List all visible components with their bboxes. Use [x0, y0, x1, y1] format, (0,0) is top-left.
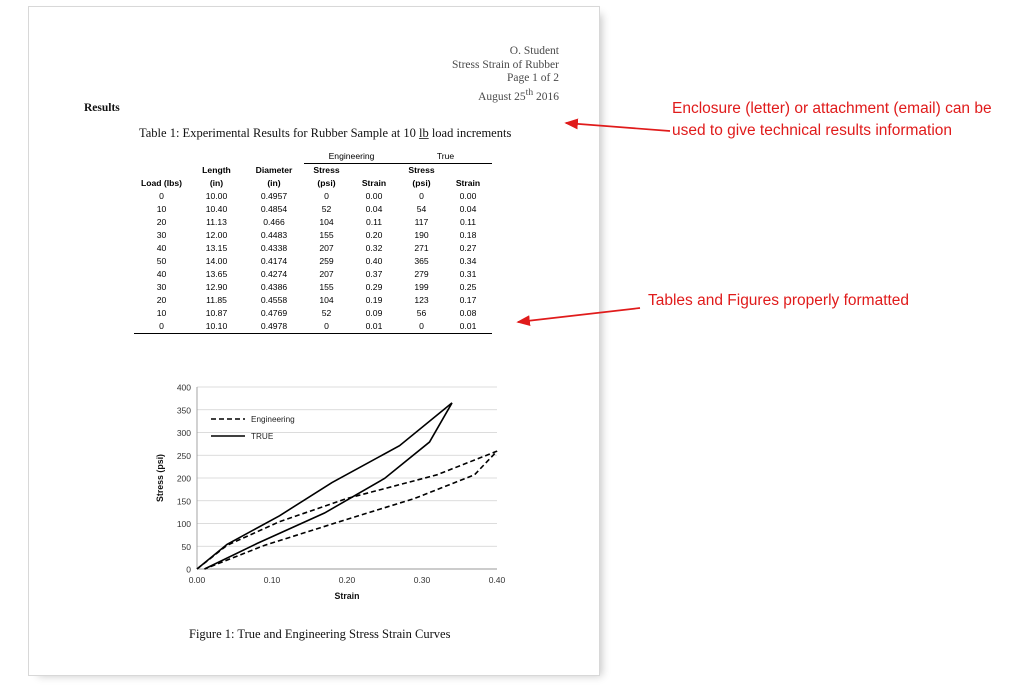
table-cell: 0.4274: [260, 269, 288, 279]
table-caption: Table 1: Experimental Results for Rubber Sample at 10 lb load increments: [139, 126, 512, 140]
table-cell: 20: [156, 295, 167, 305]
table-cell: 0: [419, 191, 424, 201]
table-row: [134, 216, 492, 229]
table-cell: 365: [414, 256, 429, 266]
table-row: [134, 190, 492, 203]
table-cell: 13.15: [205, 243, 228, 253]
table-row: [134, 203, 492, 216]
table-cell: 0.4338: [260, 243, 288, 253]
header-title: Stress Strain of Rubber: [451, 58, 559, 71]
chart-series-true: [197, 403, 452, 569]
chart-y-tick-label: 200: [176, 473, 191, 484]
table-cell: 0.04: [365, 204, 383, 214]
table-cell: 0.37: [365, 269, 383, 279]
table-cell: 0.00: [459, 191, 477, 201]
table-cell: 0.09: [365, 308, 383, 318]
table-cell: 271: [414, 243, 429, 253]
table-cell: 40: [156, 269, 167, 279]
table-cell: 259: [319, 256, 334, 266]
table-group-header-row: [134, 150, 492, 164]
table-cell: 54: [416, 204, 427, 214]
table-cell: 199: [414, 282, 429, 292]
table-cell: 0.4483: [260, 230, 288, 240]
table-cell: 207: [319, 269, 334, 279]
table-cell: 40: [156, 243, 167, 253]
table-row: [134, 255, 492, 268]
chart-x-tick-label: 0.40: [488, 575, 506, 585]
table-row: [134, 242, 492, 255]
document-header: [452, 45, 559, 104]
table-cell: 155: [319, 230, 334, 240]
chart-y-tick-label: 400: [176, 382, 191, 393]
chart-y-tick-label: 100: [176, 519, 191, 529]
table-cell: 123: [414, 295, 429, 305]
table-cell: 0: [324, 191, 329, 201]
figure-caption: Figure 1: True and Engineering Stress Strain Curves: [189, 627, 451, 641]
chart-x-tick-label: 0.10: [263, 575, 281, 585]
table-cell: 0.4854: [260, 204, 288, 214]
chart-x-tick-label: 0.20: [338, 575, 356, 585]
table-cell: 12.00: [205, 230, 228, 240]
table-cell: 0.466: [263, 217, 285, 227]
annotation-note-1: Enclosure (letter) or attachment (email) can be used to give technical results information: [672, 100, 992, 139]
table-cell: 52: [321, 204, 332, 214]
table-cell: 104: [319, 295, 334, 305]
table-cell: 0: [134, 320, 189, 334]
table-cell: 11.13: [206, 217, 227, 227]
annotation-arrow-2: [512, 300, 642, 330]
header-page-number: Page 1 of 2: [506, 72, 559, 84]
chart-y-tick-label: 300: [176, 428, 191, 438]
table-cell: 0.31: [459, 269, 477, 279]
table-cell: 10.00: [205, 191, 228, 201]
header-author: O. Student: [509, 45, 559, 57]
chart-y-tick-label: 50: [181, 541, 191, 552]
table-cell: 0.4957: [260, 191, 288, 201]
chart-y-tick-label: 0: [186, 564, 191, 575]
chart-y-tick-label: 350: [176, 405, 191, 416]
table-cell: 0.34: [459, 256, 477, 266]
table-header-row-1: Length Diameter Stress Stress: [202, 164, 435, 175]
chart-x-tick-label: 0.30: [413, 575, 431, 585]
table-cell: 0.4978: [244, 320, 304, 334]
table-cell: 0.25: [459, 282, 477, 292]
table-cell: 0.4174: [260, 256, 288, 266]
table-cell: 10.87: [205, 308, 228, 318]
table-cell: 0.11: [459, 217, 477, 227]
table-cell: 0.40: [365, 256, 383, 266]
chart-y-tick-label: 250: [176, 450, 191, 461]
chart-y-axis-label: Stress (psi): [155, 454, 165, 502]
table-cell: 0.4558: [260, 295, 288, 305]
table-cell: 10.40: [205, 204, 228, 214]
table-body: [134, 190, 492, 334]
table-cell: 13.65: [205, 269, 228, 279]
chart-y-tick-label: 150: [176, 496, 191, 507]
chart-legend-label: TRUE: [251, 432, 274, 441]
annotation-arrow-1: [560, 112, 680, 142]
table-row: [134, 294, 492, 307]
table-cell: 52: [321, 308, 332, 318]
table-cell: 155: [319, 282, 334, 292]
annotation-note-2: Tables and Figures properly formatted: [648, 292, 910, 309]
table-cell: 20: [156, 217, 167, 227]
table-cell: 0.32: [365, 243, 383, 253]
table-cell: 104: [319, 217, 334, 227]
table-cell: 0.20: [365, 230, 383, 240]
table-cell: 10: [156, 308, 167, 318]
table-cell: 30: [156, 282, 167, 292]
chart-x-tick-label: 0.00: [188, 575, 206, 585]
table-cell: 207: [319, 243, 334, 253]
table-cell: 12.90: [205, 282, 228, 292]
table-cell: 0.18: [459, 230, 477, 240]
chart-legend-label: Engineering: [251, 415, 295, 424]
table-cell: 10: [156, 204, 167, 214]
table-cell: 0.17: [459, 295, 477, 305]
table-cell: 0.01: [444, 320, 492, 334]
results-table: [134, 150, 492, 334]
table-row: [134, 229, 492, 242]
table-cell: 0.19: [365, 295, 383, 305]
table-row: [134, 281, 492, 294]
table-row: [134, 320, 492, 334]
header-date: August 25th 2016: [478, 86, 559, 103]
table-cell: 0.4769: [260, 308, 288, 318]
table-header-row-2: Load (lbs) (in) (in) (psi) Strain (psi) Strain: [140, 178, 481, 188]
table-cell: 14.00: [205, 256, 228, 266]
table-cell: 56: [416, 308, 427, 318]
stress-strain-chart: [149, 377, 509, 617]
table-cell: 0.08: [459, 308, 477, 318]
table-cell: 0.00: [365, 191, 383, 201]
table-cell: 0.4386: [260, 282, 288, 292]
table-cell: 279: [414, 269, 429, 279]
table-row: [134, 268, 492, 281]
table-cell: 0: [159, 191, 164, 201]
table-cell: 30: [156, 230, 167, 240]
table-cell: 0.11: [365, 217, 383, 227]
section-heading-results: Results: [84, 102, 120, 114]
table-cell: 0.29: [365, 282, 383, 292]
table-cell: 0.27: [459, 243, 477, 253]
table-cell: 0.01: [349, 320, 399, 334]
table-cell: 190: [414, 230, 429, 240]
table-cell: 11.85: [206, 295, 227, 305]
table-cell: 50: [156, 256, 167, 266]
chart-svg: [149, 377, 509, 617]
chart-x-axis-label: Strain: [334, 591, 360, 601]
table-cell: 0.04: [459, 204, 477, 214]
table-cell: 0: [399, 320, 444, 334]
group-header-engineering: Engineering: [304, 150, 399, 164]
document-page: [28, 6, 600, 676]
table-cell: 0: [304, 320, 349, 334]
group-header-true: True: [399, 150, 492, 164]
table-cell: 10.10: [189, 320, 244, 334]
table-cell: 117: [414, 217, 429, 227]
table-row: [134, 307, 492, 320]
